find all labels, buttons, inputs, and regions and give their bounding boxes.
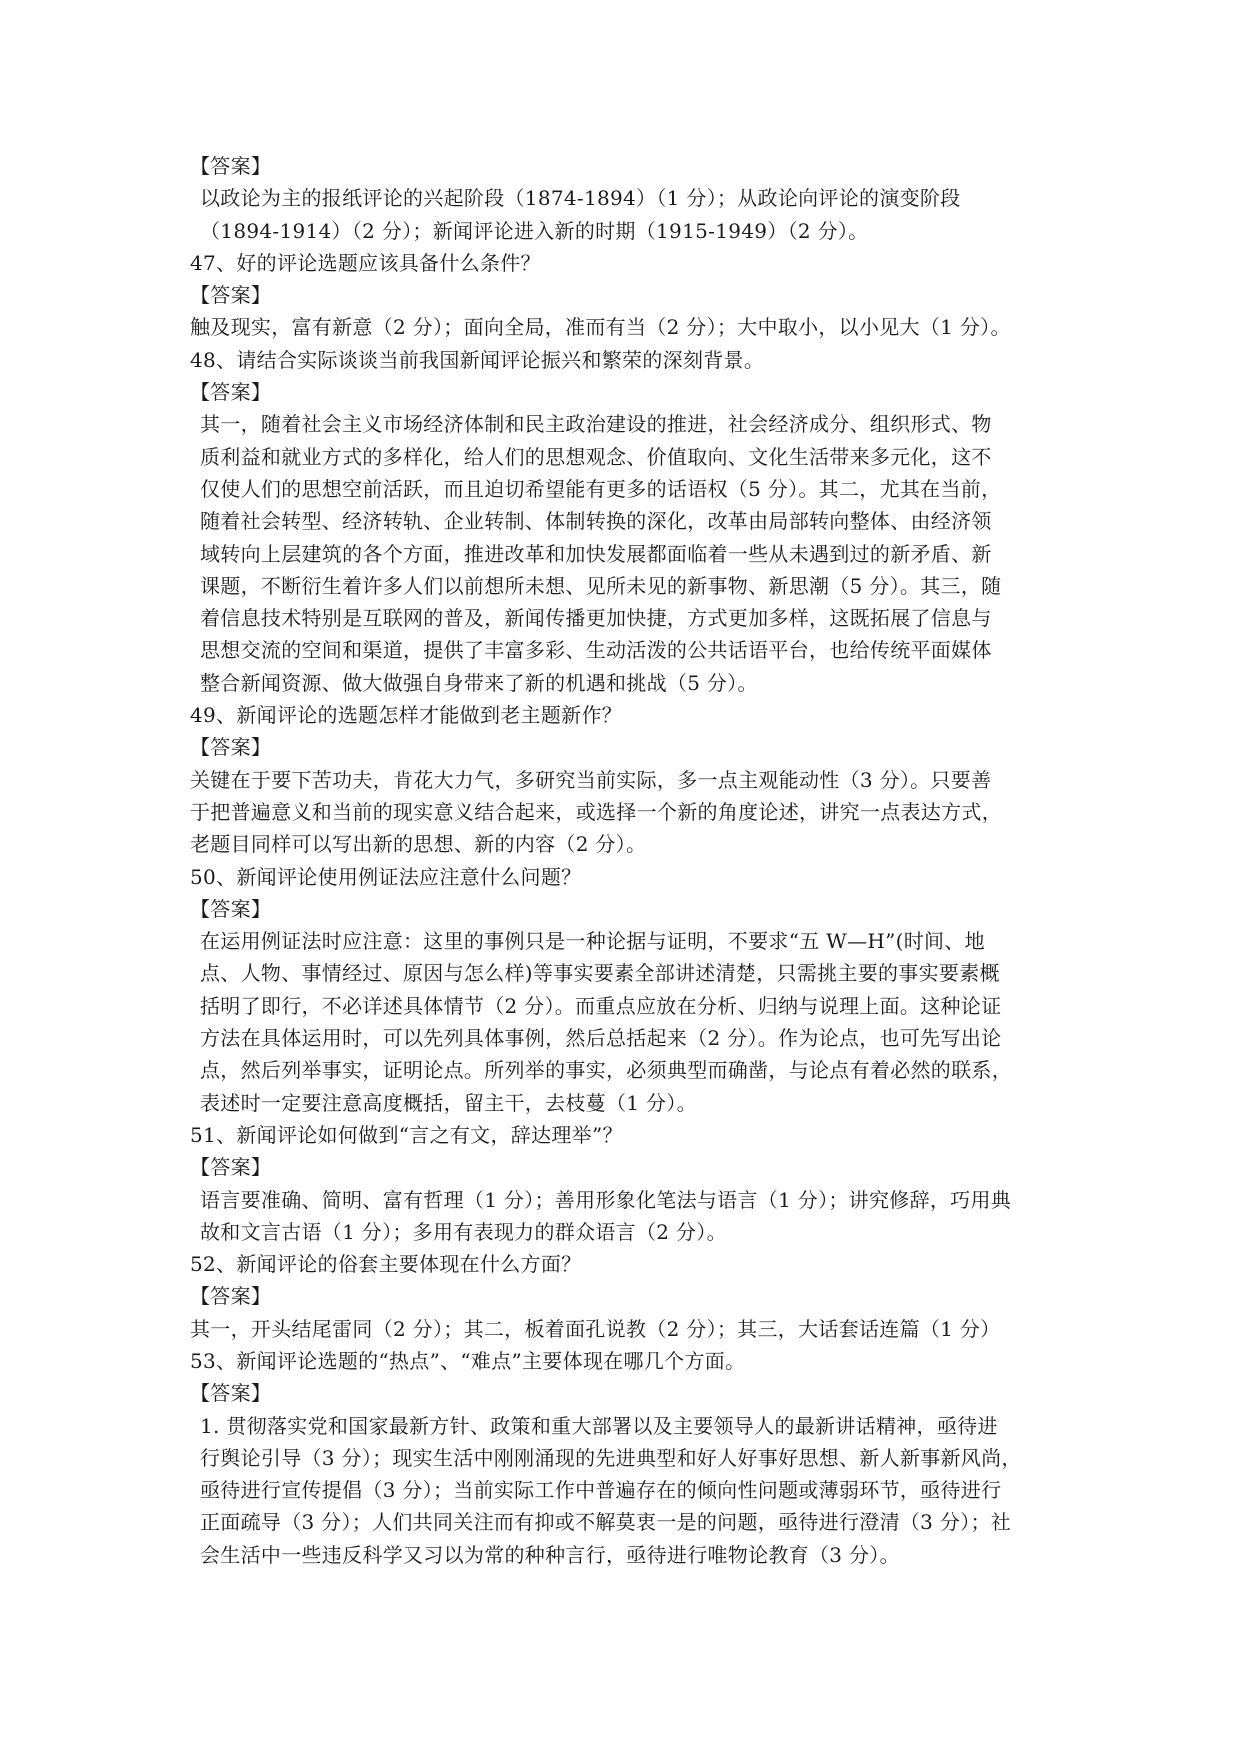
answer-text-block (190, 408, 1060, 699)
answer-label-line: 【答案】 (190, 154, 272, 178)
answer-label-block (190, 1377, 1060, 1409)
document-page (190, 150, 1060, 1571)
answer-label-block (190, 1280, 1060, 1312)
answer-text-block (190, 1410, 1060, 1571)
answer-text-line: 故和文言古语（1 分）；多用有表现力的群众语言（2 分）。 (200, 1219, 727, 1244)
answer-text-line: 正面疏导（3 分）；人们共同关注而有抑或不解莫衷一是的问题，亟待进行澄清（3 分）；社 (200, 1510, 1012, 1535)
answer-label-line: 【答案】 (190, 735, 272, 760)
answer-text-line: 方法在具体运用时，可以先列具体事例，然后总括起来（2 分）。作为论点，也可先写出论 (200, 1026, 1002, 1051)
question-text-block (190, 344, 1060, 376)
answer-label-block (190, 731, 1060, 763)
answer-text-block (190, 764, 1060, 861)
question-text-block (190, 1119, 1060, 1151)
answer-text-line: 括明了即行，不必详述具体情节（2 分）。而重点应放在分析、归纳与说理上面。这种论证 (200, 993, 1002, 1018)
answer-text-line: 思想交流的空间和渠道，提供了丰富多彩、生动活泼的公共话语平台，也给传统平面媒体 (200, 638, 992, 663)
answer-text-line: 以政论为主的报纸评论的兴起阶段（1874-1894）（1 分）；从政论向评论的演变阶段 (200, 186, 961, 211)
question-text-line: 53、新闻评论选题的“热点”、“难点”主要体现在哪几个方面。 (190, 1348, 746, 1373)
answer-text-line: 其一，随着社会主义市场经济体制和民主政治建设的推进，社会经济成分、组织形式、物 (200, 412, 992, 437)
answer-label-block (190, 279, 1060, 311)
question-text-line: 50、新闻评论使用例证法应注意什么问题？ (190, 864, 582, 889)
answer-text-line: 亟待进行宣传提倡（3 分）；当前实际工作中普遍存在的倾向性问题或薄弱环节，亟待进行 (200, 1478, 1002, 1503)
question-text-block (190, 1345, 1060, 1377)
answer-text-line: 1. 贯彻落实党和国家最新方针、政策和重大部署以及主要领导人的最新讲话精神，亟待进 (200, 1413, 998, 1438)
answer-label-line: 【答案】 (190, 896, 272, 921)
question-text-block (190, 699, 1060, 731)
answer-text-line: 于把普遍意义和当前的现实意义结合起来，或选择一个新的角度论述，讲究一点表达方式， (190, 799, 1002, 824)
answer-text-line: 关键在于要下苦功夫，肯花大力气，多研究当前实际，多一点主观能动性（3 分）。只要善 (190, 767, 992, 792)
question-text-line: 52、新闻评论的俗套主要体现在什么方面？ (190, 1252, 582, 1277)
question-text-line: 48、请结合实际谈谈当前我国新闻评论振兴和繁荣的深刻背景。 (190, 347, 765, 372)
answer-label-line: 【答案】 (190, 1155, 272, 1180)
answer-label-line: 【答案】 (190, 380, 272, 405)
answer-text-block (190, 1184, 1060, 1249)
answer-label-line: 【答案】 (190, 1284, 272, 1309)
question-text-block (190, 1248, 1060, 1280)
answer-text-line: 课题，不断衍生着许多人们以前想所未想、见所未见的新事物、新思潮（5 分）。其三，随 (200, 573, 1002, 598)
answer-text-line: 仅使人们的思想空前活跃，而且迫切希望能有更多的话语权（5 分）。其二，尤其在当前， (200, 476, 1002, 501)
answer-label-block (190, 893, 1060, 925)
question-text-block (190, 247, 1060, 279)
answer-label-block (190, 1151, 1060, 1183)
answer-text-line: 会生活中一些违反科学又习以为常的种种言行，亟待进行唯物论教育（3 分）。 (200, 1542, 900, 1567)
answer-text-line: 行舆论引导（3 分）；现实生活中刚刚涌现的先进典型和好人好事好思想、新人新事新风尚， (200, 1445, 1022, 1470)
answer-text-line: 点，然后列举事实，证明论点。所列举的事实，必须典型而确凿，与论点有着必然的联系， (200, 1058, 1012, 1083)
answer-text-line: 表述时一定要注意高度概括，留主干，去枝蔓（1 分）。 (200, 1090, 697, 1115)
answer-text-block (190, 925, 1060, 1119)
answer-text-line: 语言要准确、简明、富有哲理（1 分）；善用形象化笔法与语言（1 分）；讲究修辞，巧用典 (200, 1187, 1012, 1212)
answer-label-line: 【答案】 (190, 1381, 272, 1406)
answer-text-line: 质利益和就业方式的多样化，给人们的思想观念、价值取向、文化生活带来多元化，这不 (200, 444, 992, 469)
answer-text-line: 着信息技术特别是互联网的普及，新闻传播更加快捷，方式更加多样，这既拓展了信息与 (200, 606, 992, 631)
answer-label-block (190, 150, 1060, 182)
answer-text-line: 随着社会转型、经济转轨、企业转制、体制转换的深化，改革由局部转向整体、由经济领 (200, 509, 992, 534)
answer-text-line: 域转向上层建筑的各个方面，推进改革和加快发展都面临着一些从未遇到过的新矛盾、新 (200, 541, 992, 566)
question-text-line: 51、新闻评论如何做到“言之有文，辞达理举”？ (190, 1122, 623, 1147)
answer-text-block (190, 311, 1060, 343)
answer-text-line: （1894-1914）（2 分）；新闻评论进入新的时期（1915-1949）（2 分）。 (200, 218, 869, 243)
question-text-block (190, 861, 1060, 893)
answer-label-block (190, 376, 1060, 408)
answer-text-line: 在运用例证法时应注意：这里的事例只是一种论据与证明，不要求“五 W—H”(时间、地 (200, 929, 985, 954)
answer-label-line: 【答案】 (190, 283, 272, 308)
answer-text-block (190, 182, 1060, 247)
question-text-line: 49、新闻评论的选题怎样才能做到老主题新作？ (190, 703, 623, 728)
answer-text-line: 触及现实，富有新意（2 分）；面向全局，准而有当（2 分）；大中取小，以小见大（1 分）。 (190, 315, 1011, 340)
question-text-line: 47、好的评论选题应该具备什么条件？ (190, 250, 541, 275)
answer-text-line: 其一，开头结尾雷同（2 分）；其二，板着面孔说教（2 分）；其三，大话套话连篇（1 分） (190, 1316, 1001, 1341)
answer-text-line: 整合新闻资源、做大做强自身带来了新的机遇和挑战（5 分）。 (200, 670, 758, 695)
answer-text-line: 点、人物、事情经过、原因与怎么样)等事实要素全部讲述清楚，只需挑主要的事实要素概 (200, 961, 1000, 986)
answer-text-line: 老题目同样可以写出新的思想、新的内容（2 分）。 (190, 832, 647, 857)
answer-text-block (190, 1313, 1060, 1345)
